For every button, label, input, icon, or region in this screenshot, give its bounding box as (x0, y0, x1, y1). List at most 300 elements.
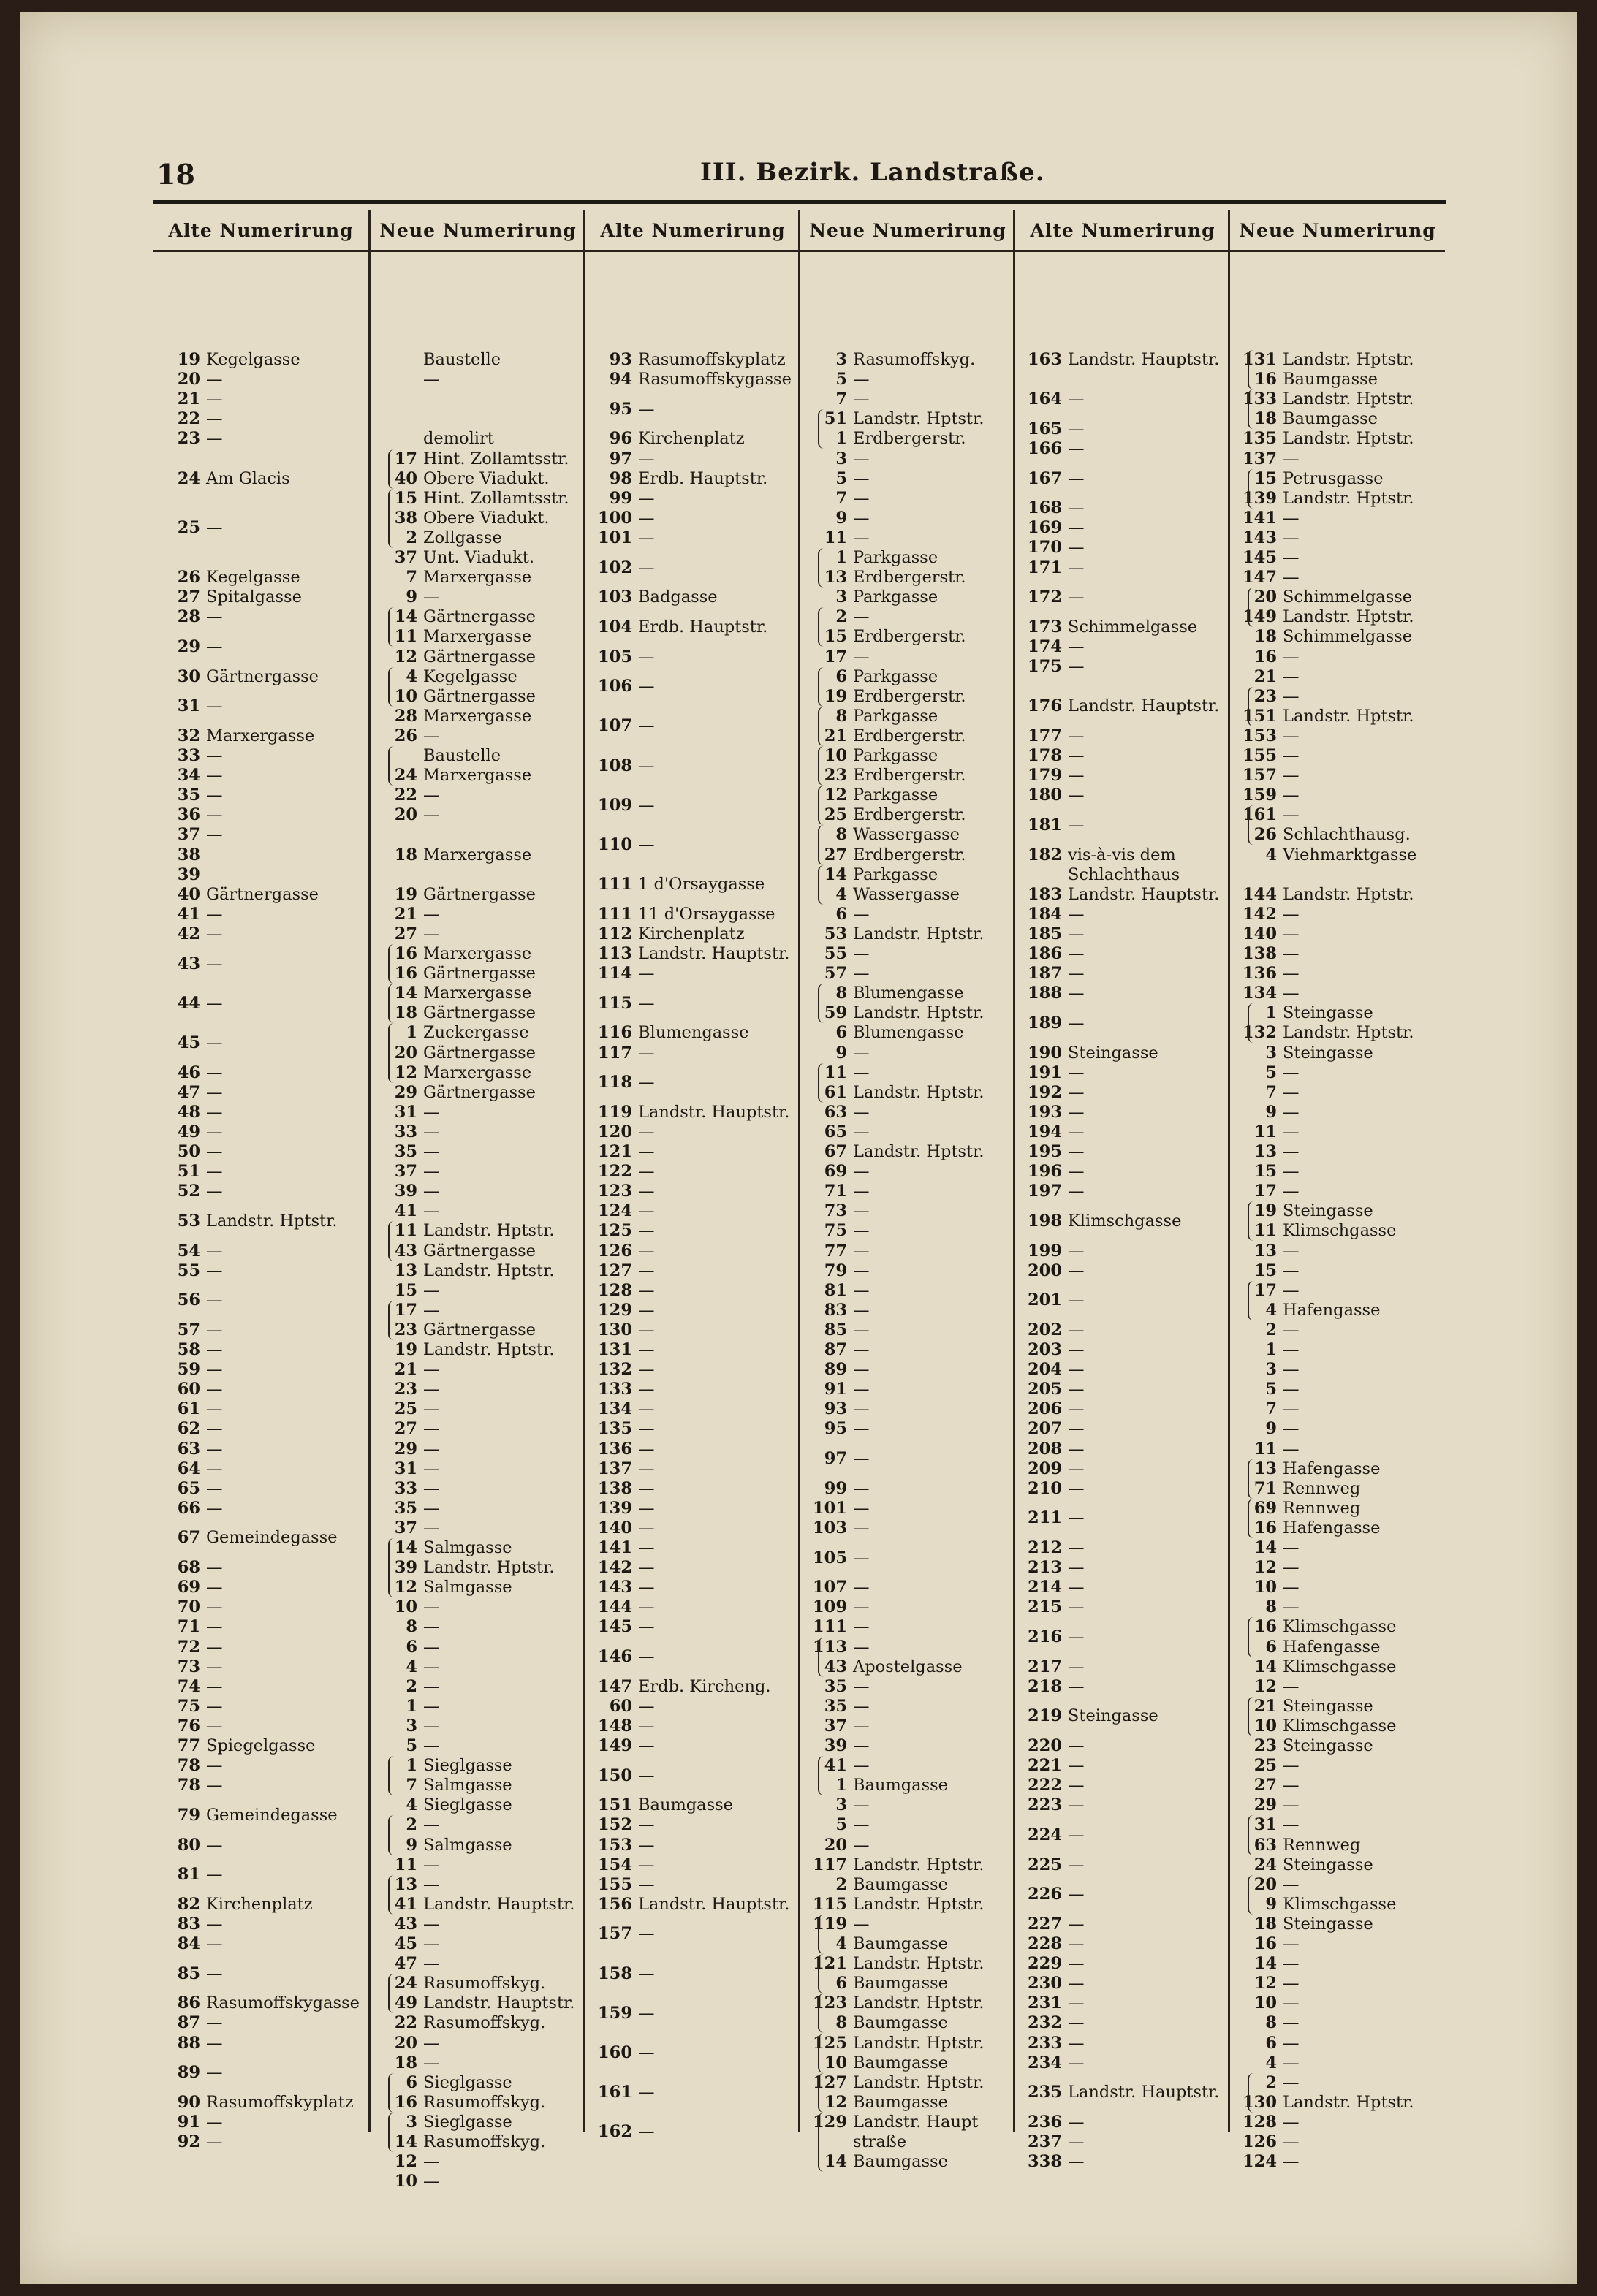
row-street: Gemeindegasse (206, 1528, 338, 1548)
row-street: — (638, 1261, 655, 1280)
row-number: 225 (1028, 1855, 1062, 1874)
row-street: — (638, 1617, 655, 1637)
row-street: — (423, 805, 440, 825)
row-number: 14 (394, 1538, 417, 1557)
row-street: — (1283, 2112, 1300, 2132)
row-street: — (1068, 1914, 1085, 1934)
row-number: 23 (1253, 1736, 1277, 1755)
row-street: — (206, 1716, 223, 1736)
row-number: 19 (177, 350, 200, 369)
row-number: 16 (1253, 370, 1277, 389)
row-number: 117 (813, 1855, 847, 1874)
row-street: Hafengasse (1283, 1518, 1381, 1537)
row-street: — (1283, 1756, 1300, 1776)
row-number: 75 (177, 1696, 200, 1716)
row-number: 101 (813, 1498, 847, 1518)
row-number: 140 (1243, 924, 1277, 943)
row-number: 31 (394, 1459, 417, 1478)
row-street: — (423, 2033, 440, 2053)
row-number: 13 (824, 568, 847, 588)
row-number: 120 (598, 1122, 632, 1141)
row-street: Baumgasse (1283, 409, 1378, 429)
brace-mark (1248, 1459, 1256, 1499)
row-number: 71 (824, 1182, 847, 1201)
row-street: — (1068, 964, 1085, 984)
row-number: 6 (406, 1637, 417, 1657)
row-street: Landstr. Hptstr. (853, 1894, 985, 1914)
row-number: 26 (1253, 825, 1277, 845)
row-street: — (638, 964, 655, 984)
row-number: 97 (824, 1449, 847, 1469)
row-street: — (423, 588, 440, 607)
row-number: 127 (598, 1261, 632, 1280)
row-number: 15 (1253, 468, 1277, 488)
brace-mark (818, 786, 827, 825)
row-street: — (423, 1360, 440, 1380)
row-number: 42 (177, 924, 200, 943)
row-street: — (1068, 1320, 1085, 1339)
row-number: 200 (1028, 1261, 1062, 1280)
row-street: — (1283, 686, 1300, 706)
row-street: demolirt (423, 429, 494, 449)
row-street: — (853, 647, 870, 666)
row-number: 23 (1253, 686, 1277, 706)
row-street: — (1068, 1558, 1085, 1578)
row-number: 103 (813, 1518, 847, 1537)
row-street: vis-à-vis dem (1068, 845, 1176, 864)
row-number: 10 (394, 686, 417, 706)
row-number: 15 (1253, 1162, 1277, 1182)
row-street: — (1068, 1974, 1085, 1993)
row-street: — (206, 1914, 223, 1934)
row-number: 1 (835, 429, 847, 449)
row-street: — (1283, 2132, 1300, 2151)
row-street: — (1068, 657, 1085, 677)
row-number: 150 (598, 1765, 632, 1785)
row-street: — (206, 1419, 223, 1439)
row-street: Gärtnergasse (423, 1003, 536, 1023)
row-number: 226 (1028, 1885, 1062, 1904)
row-street: — (1068, 1419, 1085, 1439)
row-street: — (1068, 538, 1085, 558)
row-number: 123 (813, 1993, 847, 2013)
row-street: — (206, 1360, 223, 1380)
row-street: — (853, 389, 870, 409)
row-number: 43 (394, 1241, 417, 1261)
row-number: 83 (824, 1300, 847, 1320)
row-street: — (206, 1063, 223, 1082)
row-street: — (206, 1756, 223, 1776)
row-street: Kirchenplatz (638, 429, 745, 449)
row-number: 135 (1243, 429, 1277, 449)
row-street: — (1283, 1380, 1300, 1399)
row-number: 79 (824, 1261, 847, 1280)
row-number: 124 (1243, 2152, 1277, 2172)
row-number: 57 (824, 964, 847, 984)
row-street: 1 d'Orsaygasse (638, 875, 765, 894)
row-street: — (423, 1815, 440, 1835)
column-3 (583, 210, 800, 2142)
row-number: 3 (835, 350, 847, 369)
row-street: — (853, 1320, 870, 1339)
row-number: 85 (177, 1964, 200, 1983)
column-header: Alte Numerirung (585, 210, 800, 252)
row-street: — (638, 1300, 655, 1320)
row-number: 153 (1243, 726, 1277, 745)
row-street: — (638, 508, 655, 528)
row-number: 130 (598, 1320, 632, 1339)
row-street: Marxergasse (423, 568, 532, 588)
row-number: 9 (1265, 1102, 1277, 1122)
row-number: 98 (609, 468, 632, 488)
row-street: — (1068, 1241, 1085, 1261)
row-street: — (853, 1449, 870, 1469)
row-street: — (206, 429, 223, 449)
row-number: 1 (406, 1756, 417, 1776)
row-street: Kegelgasse (423, 666, 517, 686)
row-street: — (423, 1498, 440, 1518)
row-number: 21 (824, 726, 847, 745)
row-number: 64 (177, 1459, 200, 1478)
row-street: Landstr. Hauptstr. (1068, 884, 1220, 904)
row-number: 25 (1253, 1756, 1277, 1776)
row-number: 215 (1028, 1597, 1062, 1617)
row-number: 176 (1028, 696, 1062, 716)
row-number: 19 (394, 1340, 417, 1359)
row-number: 4 (406, 1795, 417, 1815)
row-street: — (206, 825, 223, 845)
row-number: 112 (598, 924, 632, 943)
row-number: 9 (406, 1835, 417, 1855)
row-number: 93 (609, 350, 632, 369)
row-street: Baumgasse (638, 1795, 734, 1815)
row-number: 5 (835, 468, 847, 488)
row-number: 82 (177, 1894, 200, 1914)
row-street: — (1068, 1459, 1085, 1478)
row-street: — (1068, 1380, 1085, 1399)
row-street: — (206, 1558, 223, 1578)
row-number: 194 (1028, 1122, 1062, 1141)
row-number: 59 (177, 1360, 200, 1380)
row-number: 199 (1028, 1241, 1062, 1261)
row-number: 128 (598, 1280, 632, 1300)
row-number: 4 (1265, 1300, 1277, 1320)
brace-mark (1248, 389, 1256, 429)
row-number: 3 (835, 588, 847, 607)
row-number: 202 (1028, 1320, 1062, 1339)
row-number: 41 (394, 1201, 417, 1221)
row-street: Blumengasse (853, 1023, 964, 1043)
row-number: 155 (1243, 746, 1277, 765)
row-street: Steingasse (1283, 1736, 1373, 1755)
row-street: — (1283, 1122, 1300, 1141)
row-street: Landstr. Hptstr. (423, 1558, 555, 1578)
row-number: 26 (177, 568, 200, 588)
row-street: — (1068, 1290, 1085, 1310)
row-number: 45 (394, 1934, 417, 1953)
row-street: Gärtnergasse (423, 607, 536, 627)
row-number: 23 (394, 1320, 417, 1339)
row-street: Rasumoffskygasse (206, 1993, 360, 2013)
row-street: — (1283, 1142, 1300, 1161)
row-number: 122 (598, 1162, 632, 1182)
row-street: — (853, 1716, 870, 1736)
row-number: 39 (394, 1182, 417, 1201)
row-number: 18 (394, 845, 417, 864)
row-street: — (638, 1498, 655, 1518)
row-number: 232 (1028, 2013, 1062, 2033)
row-number: 198 (1028, 1211, 1062, 1231)
row-street: — (853, 1063, 870, 1082)
row-street: — (638, 2043, 655, 2063)
row-number: 21 (177, 389, 200, 409)
row-number: 114 (598, 964, 632, 984)
row-number: 15 (1253, 1261, 1277, 1280)
row-number: 111 (598, 875, 632, 894)
brace-mark (818, 1063, 827, 1103)
row-number: 91 (177, 2112, 200, 2132)
row-number: 110 (598, 835, 632, 854)
row-street: — (853, 1478, 870, 1498)
row-street: — (638, 1320, 655, 1339)
row-street: Marxergasse (423, 944, 532, 963)
row-street: — (206, 518, 223, 538)
brace-mark (818, 409, 827, 449)
row-number: 107 (813, 1578, 847, 1597)
row-street: — (638, 1874, 655, 1894)
row-street: — (853, 1597, 870, 1617)
row-street: — (853, 1043, 870, 1063)
row-number: 76 (177, 1716, 200, 1736)
row-street: — (206, 370, 223, 389)
row-street: — (853, 1617, 870, 1637)
row-number: 12 (824, 2092, 847, 2112)
row-street: — (206, 1102, 223, 1122)
row-number: 156 (598, 1894, 632, 1914)
row-street: — (206, 1399, 223, 1419)
row-street: Landstr. Hptstr. (853, 924, 985, 943)
row-number: 20 (1253, 1874, 1277, 1894)
row-number: 35 (394, 1498, 417, 1518)
row-street: — (423, 1716, 440, 1736)
row-number: 136 (598, 1439, 632, 1459)
row-number: 153 (598, 1835, 632, 1855)
row-number: 216 (1028, 1627, 1062, 1646)
numbering-table (153, 210, 1446, 2192)
row-street: Klimschgasse (1283, 1221, 1397, 1241)
row-number: 9 (406, 588, 417, 607)
page-number: 18 (156, 158, 195, 191)
brace-mark (1248, 588, 1256, 627)
row-number: 50 (177, 1142, 200, 1161)
row-number: 7 (1265, 1082, 1277, 1102)
row-street: — (423, 1162, 440, 1182)
row-number: 2 (835, 1874, 847, 1894)
row-number: 52 (177, 1182, 200, 1201)
row-street: — (853, 488, 870, 508)
row-number: 6 (1265, 1637, 1277, 1657)
row-street: — (1283, 2013, 1300, 2033)
row-street: — (853, 1122, 870, 1141)
row-number: 165 (1028, 419, 1062, 438)
row-number: 210 (1028, 1478, 1062, 1498)
row-street: — (1283, 2053, 1300, 2072)
row-street: — (1283, 904, 1300, 924)
row-street: — (1068, 1538, 1085, 1557)
row-street: — (206, 1261, 223, 1280)
row-street: — (423, 1201, 440, 1221)
row-number: 141 (598, 1538, 632, 1557)
row-street: Gärtnergasse (423, 1320, 536, 1339)
row-street: — (423, 924, 440, 943)
row-street: — (206, 805, 223, 825)
row-number: 14 (394, 984, 417, 1003)
row-street: — (206, 1617, 223, 1637)
row-number: 2 (1265, 1320, 1277, 1339)
row-street: — (853, 1399, 870, 1419)
row-number: 13 (394, 1874, 417, 1894)
row-number: 17 (1253, 1280, 1277, 1300)
row-number: 37 (394, 548, 417, 567)
row-street: — (206, 1162, 223, 1182)
row-number: 228 (1028, 1934, 1062, 1953)
row-street: — (206, 2063, 223, 2083)
row-street: — (1068, 1013, 1085, 1033)
row-number: 95 (824, 1419, 847, 1439)
row-number: 35 (824, 1676, 847, 1696)
row-number: 11 (394, 1855, 417, 1874)
row-street: — (423, 726, 440, 745)
row-street: — (206, 1122, 223, 1141)
row-street: — (638, 2122, 655, 2142)
row-number: 151 (598, 1795, 632, 1815)
row-street: — (638, 677, 655, 696)
row-number: 90 (177, 2092, 200, 2112)
row-street: — (1283, 1261, 1300, 1280)
brace-mark (1248, 1003, 1256, 1043)
row-number: 4 (1265, 845, 1277, 864)
row-number: 41 (177, 904, 200, 924)
row-number: 46 (177, 1063, 200, 1082)
row-number: 237 (1028, 2132, 1062, 2151)
row-street: — (638, 1162, 655, 1182)
row-street: — (1068, 1340, 1085, 1359)
column-4 (798, 210, 1015, 2172)
row-street: — (206, 1241, 223, 1261)
row-street: — (206, 1637, 223, 1657)
row-number: 49 (177, 1122, 200, 1141)
row-street: Hafengasse (1283, 1300, 1381, 1320)
row-street: — (638, 1439, 655, 1459)
row-street: Landstr. Hptstr. (853, 1855, 985, 1874)
row-street: Gärtnergasse (206, 884, 319, 904)
row-street: — (423, 1597, 440, 1617)
row-street: — (638, 1558, 655, 1578)
row-street: Steingasse (1283, 1201, 1373, 1221)
row-number: 17 (394, 449, 417, 468)
row-number: 62 (177, 1419, 200, 1439)
row-street: — (1068, 1162, 1085, 1182)
row-number: 38 (394, 508, 417, 528)
row-street: — (206, 636, 223, 656)
row-number: 128 (1243, 2112, 1277, 2132)
row-street: — (1068, 468, 1085, 488)
row-street: — (638, 835, 655, 854)
brace-mark (388, 1301, 397, 1340)
row-street: Rasumoffskyg. (853, 350, 976, 369)
row-number: 5 (406, 1736, 417, 1755)
row-number: 73 (824, 1201, 847, 1221)
row-street: — (1283, 647, 1300, 666)
row-number: 12 (394, 1063, 417, 1082)
row-street: — (206, 1835, 223, 1855)
row-street: Landstr. Hptstr. (1283, 607, 1414, 627)
row-street: — (853, 944, 870, 963)
row-street: — (1068, 815, 1085, 835)
row-street: — (853, 1162, 870, 1182)
row-number: 5 (1265, 1380, 1277, 1399)
row-street: — (638, 1538, 655, 1557)
row-street: Landstr. Hptstr. (1283, 2092, 1414, 2112)
row-street: — (1068, 1627, 1085, 1646)
row-number: 27 (394, 924, 417, 943)
row-number: 142 (1243, 904, 1277, 924)
row-street: — (853, 1835, 870, 1855)
row-street: — (206, 607, 223, 627)
row-number: 39 (824, 1736, 847, 1755)
row-street: — (206, 1290, 223, 1310)
row-number: 169 (1028, 518, 1062, 538)
row-number: 37 (394, 1162, 417, 1182)
row-number: 18 (394, 1003, 417, 1023)
row-street: Baumgasse (853, 2053, 949, 2072)
row-street: Zollgasse (423, 528, 502, 547)
row-number: 69 (177, 1578, 200, 1597)
row-number: 126 (598, 1241, 632, 1261)
row-number: 1 (1265, 1003, 1277, 1023)
row-street: Landstr. Hptstr. (1283, 706, 1414, 726)
row-number: 20 (177, 370, 200, 389)
row-street: — (853, 1498, 870, 1518)
row-number: 2 (406, 1676, 417, 1696)
row-street: — (853, 1221, 870, 1241)
row-street: — (638, 558, 655, 577)
row-number: 115 (813, 1894, 847, 1914)
row-number: 14 (824, 2152, 847, 2172)
row-number: 224 (1028, 1825, 1062, 1844)
row-number: 57 (177, 1320, 200, 1339)
row-number: 146 (598, 1647, 632, 1667)
row-number: 65 (177, 1478, 200, 1498)
row-number: 19 (394, 884, 417, 904)
row-street: — (423, 1439, 440, 1459)
row-street: Gärtnergasse (423, 647, 536, 666)
row-street: — (853, 1419, 870, 1439)
row-street: Kegelgasse (206, 350, 300, 369)
row-number: 117 (598, 1043, 632, 1063)
row-street: — (638, 993, 655, 1013)
row-number: 222 (1028, 1776, 1062, 1795)
row-number: 20 (394, 1043, 417, 1063)
row-number: 12 (1253, 1558, 1277, 1578)
row-street: — (853, 449, 870, 468)
row-street: Rasumoffskyplatz (206, 2092, 354, 2112)
row-street: — (1068, 1142, 1085, 1161)
row-street: — (206, 1182, 223, 1201)
row-number: 16 (1253, 647, 1277, 666)
brace-mark (388, 944, 397, 984)
row-number: 189 (1028, 1013, 1062, 1033)
